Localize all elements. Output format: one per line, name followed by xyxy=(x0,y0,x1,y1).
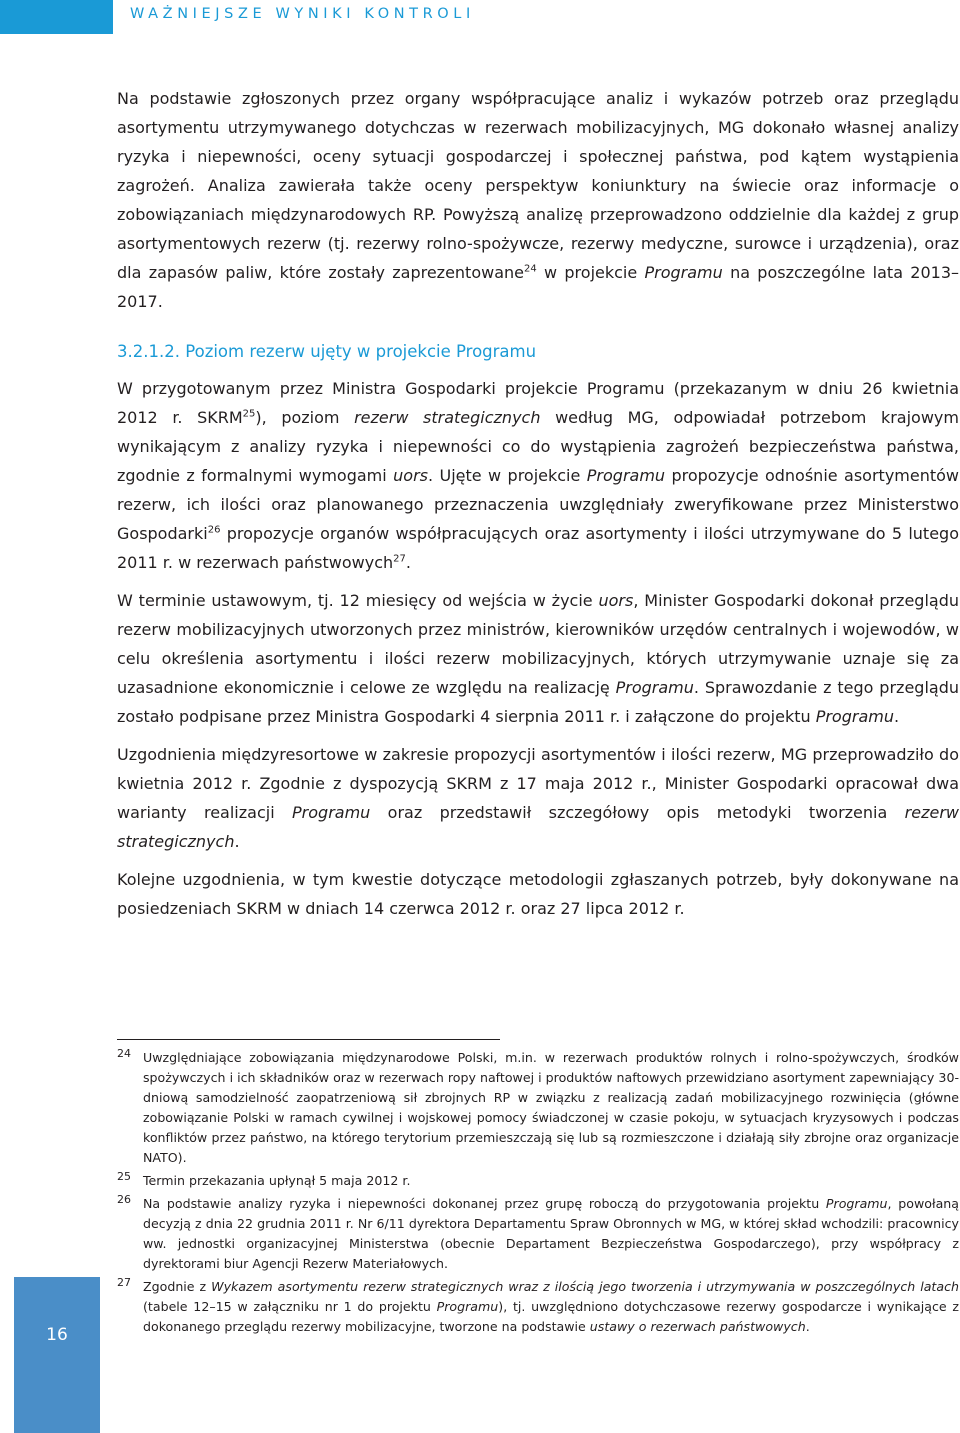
running-header-title: WAŻNIEJSZE WYNIKI KONTROLI xyxy=(130,6,475,22)
body-paragraph-1: W przygotowanym przez Ministra Gospodarki projekcie Programu (przekazanym w dniu 26 kwietnia 2012 r. SKRM$^{25}$), poziom rezerw strategicznych według MG, odpowiadał potrzebom krajowym wynikającym z analizy ryzyka i niepewności co do wystąpienia zagrożeń bezpieczeństwa państwa, zgodnie z formalnymi wymogami uors. Ujęte w projekcie Programu propozycje odnośnie asortymentów rezerw, ich ilości oraz planowanego przeznaczenia uwzględniały zweryfikowane przez Ministerstwo Gospodarki$^{26}$ propozycje organów współpracujących oraz asortymenty i ilości utrzymywane do 5 lutego 2011 r. w rezerwach państwowych$^{27}$. xyxy=(117,379,960,572)
page-number-box xyxy=(14,1277,100,1433)
section-title: Poziom rezerw ujęty w projekcie Programu xyxy=(185,342,537,361)
section-heading xyxy=(117,338,959,366)
footnotes xyxy=(117,1048,959,1340)
footnote-separator xyxy=(117,1039,500,1040)
footnote-26: 26 Na podstawie analizy ryzyka i niepewności dokonanej przez grupę roboczą do przygotowania projektu Programu, powołaną decyzją z dnia 22 grudnia 2011 r. Nr 6/11 dyrektora Departamentu Spraw Obronnych w MG, w której skład wchodzili: pracownicy ww. jednostki organizacyjnej Ministerstwa (obecnie Departament Bezpieczeństwa Gospodarczego), przy współpracy z dyrektorami biur Agencji Rezerw Materiałowych. xyxy=(117,1194,959,1274)
footnote-number: 27 xyxy=(117,1276,131,1289)
body-paragraph-2: W terminie ustawowym, tj. 12 miesięcy od wejścia w życie uors, Minister Gospodarki dokonał przeglądu rezerw mobilizacyjnych utworzonych przez ministrów, kierowników urzędów centralnych i wojewodów, w celu określenia asortymentu i ilości rezerw mobilizacyjnych, których utrzymywanie uznaje się za uzasadnione ekonomicznie i celowe ze względu na realizację Programu. Sprawozdanie z tego przeglądu zostało podpisane przez Ministra Gospodarki 4 sierpnia 2011 r. i załączone do projektu Programu. xyxy=(117,591,959,726)
footnote-number: 25 xyxy=(117,1170,131,1183)
body-paragraph-4: Kolejne uzgodnienia, w tym kwestie dotyczące metodologii zgłaszanych potrzeb, były dokonywane na posiedzeniach SKRM w dniach 14 czerwca 2012 r. oraz 27 lipca 2012 r. xyxy=(117,870,959,918)
body-paragraph-3: Uzgodnienia międzyresortowe w zakresie propozycji asortymentów i ilości rezerw, MG przeprowadziło do kwietnia 2012 r. Zgodnie z dyspozycją SKRM z 17 maja 2012 r., Minister Gospodarki opracował dwa warianty realizacji Programu oraz przedstawił szczegółowy opis metodyki tworzenia rezerw strategicznych. xyxy=(117,745,959,851)
main-content xyxy=(117,84,959,923)
section-number: 3.2.1.2. xyxy=(117,342,180,361)
footnote-ref-27[interactable]: 27 xyxy=(393,553,406,565)
page-number: 16 xyxy=(46,1325,68,1345)
intro-paragraph: Na podstawie zgłoszonych przez organy współpracujące analiz i wykazów potrzeb oraz przeglądu asortymentu utrzymywanego dotychczas w rezerwach mobilizacyjnych, MG dokonało własnej analizy ryzyka i niepewności, oceny sytuacji gospodarczej i społecznej państwa, pod kątem wystąpienia zagrożeń. Analiza zawierała także oceny perspektyw koniunktury na świecie oraz informacje o zobowiązaniach międzynarodowych RP. Powyższą analizę przeprowadzono oddzielnie dla każdej z grup asortymentowych rezerw (tj. rezerwy rolno-spożywcze, rezerwy medyczne, surowce i urządzenia), oraz dla zapasów paliw, które zostały zaprezentowane$^{24}$ w projekcie Programu na poszczególne lata 2013–2017. xyxy=(117,89,960,311)
header-color-block xyxy=(0,0,113,34)
footnote-25: 25 Termin przekazania upłynął 5 maja 2012 r. xyxy=(117,1171,959,1191)
footnote-ref-25[interactable]: 25 xyxy=(242,408,256,420)
footnote-number: 26 xyxy=(117,1193,131,1206)
footnote-ref-26[interactable]: 26 xyxy=(207,524,221,536)
footnote-27: 27 Zgodnie z Wykazem asortymentu rezerw strategicznych wraz z ilością jego tworzenia i utrzymywania w poszczególnych latach (tabele 12–15 w załączniku nr 1 do projektu Programu), tj. uwzględniono dotychczasowe rezerwy gospodarcze i wynikające z dokonanego przeglądu rezerwy mobilizacyjne, tworzone na podstawie ustawy o rezerwach państwowych. xyxy=(117,1277,959,1337)
footnote-number: 24 xyxy=(117,1047,131,1060)
footnote-24: 24 Uwzględniające zobowiązania międzynarodowe Polski, m.in. w rezerwach produktów rolnych i rolno-spożywczych, środków spożywczych i ich składników oraz w rezerwach ropy naftowej i produktów naftowych przewidziano asortyment zapewniający 30-dniową samodzielność zaopatrzeniową sił zbrojnych RP w związku z realizacją zadań mobilizacyjnego rozwinięcia (główne zobowiązanie Polski w ramach cywilnej i wojskowej pomocy świadczonej w czasie pokoju, w sytuacjach kryzysowych i podczas konfliktów przez państwo, na którego terytorium przemieszczają się lub są rozmieszczone i działają siły zbrojne oraz organizacje NATO). xyxy=(117,1048,959,1168)
footnote-ref-24[interactable]: 24 xyxy=(524,263,537,275)
